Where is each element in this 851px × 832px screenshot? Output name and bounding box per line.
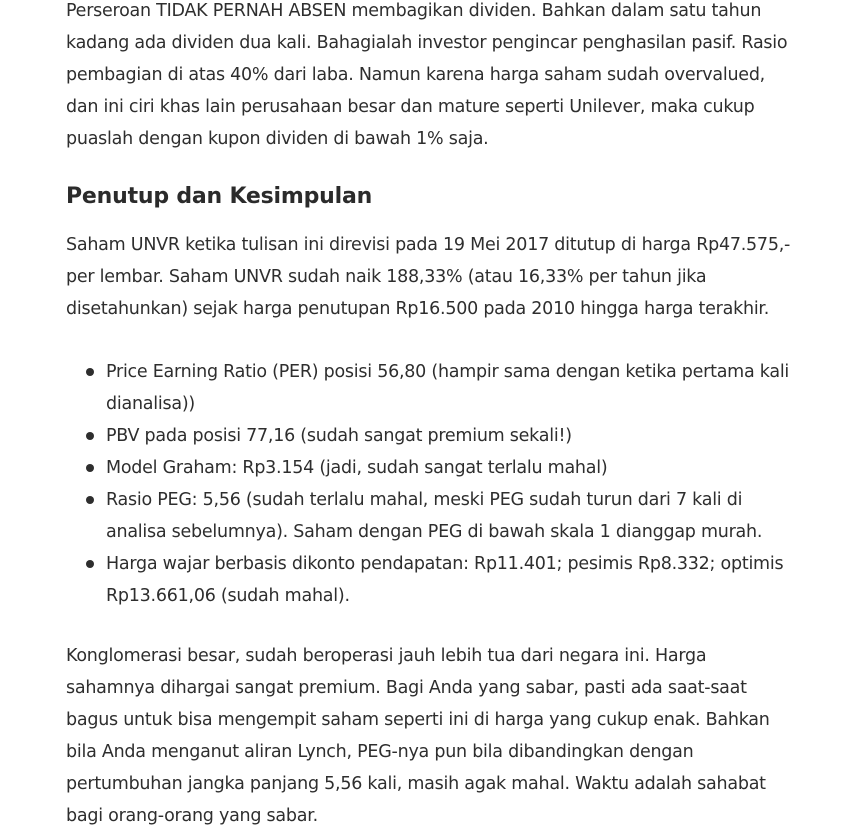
final-paragraph: Konglomerasi besar, sudah beroperasi jauh lebih tua dari negara ini. Harga sahamnya dihargai sangat premium. Bagi Anda yang sabar, pasti ada saat-saat bagus untuk bisa mengempit saham seperti ini di harga yang cukup enak. Bahkan bila Anda menganut aliran Lynch, PEG-nya pun bila dibandingkan dengan pertumbuhan jangka panjang 5,56 kali, masih agak mahal. Waktu adalah sahabat bagi orang-orang yang sabar.	[66, 646, 770, 826]
list-item	[106, 548, 791, 612]
valuation-points-list	[66, 356, 791, 612]
article-body	[66, 0, 791, 832]
section-heading: Penutup dan Kesimpulan	[66, 184, 373, 209]
list-item-text: Harga wajar berbasis dikonto pendapatan: Rp11.401; pesimis Rp8.332; optimis Rp13.661,06 (sudah mahal).	[106, 554, 784, 606]
list-item-text: Rasio PEG: 5,56 (sudah terlalu mahal, meski PEG sudah turun dari 7 kali di analisa sebelumnya). Saham dengan PEG di bawah skala 1 dianggap murah.	[106, 490, 763, 542]
bullet-icon	[86, 432, 94, 440]
list-item-text: Price Earning Ratio (PER) posisi 56,80 (hampir sama dengan ketika pertama kali dianalisa))	[106, 362, 790, 414]
bullet-icon	[86, 368, 94, 376]
bullet-icon	[86, 496, 94, 504]
bullet-icon	[86, 464, 94, 472]
closing-paragraph: Saham UNVR ketika tulisan ini direvisi pada 19 Mei 2017 ditutup di harga Rp47.575,- per lembar. Saham UNVR sudah naik 188,33% (atau 16,33% per tahun jika disetahunkan) sejak harga penutupan Rp16.500 pada 2010 hingga harga terakhir.	[66, 235, 791, 319]
list-item	[106, 420, 791, 452]
intro-paragraph: Perseroan TIDAK PERNAH ABSEN membagikan dividen. Bahkan dalam satu tahun kadang ada dividen dua kali. Bahagialah investor pengincar penghasilan pasif. Rasio pembagian di atas 40% dari laba. Namun karena harga saham sudah overvalued, dan ini ciri khas lain perusahaan besar dan mature seperti Unilever, maka cukup puaslah dengan kupon dividen di bawah 1% saja.	[66, 1, 788, 149]
list-item	[106, 484, 791, 548]
list-item	[106, 452, 791, 484]
bullet-icon	[86, 560, 94, 568]
list-item	[106, 356, 791, 420]
list-item-text: PBV pada posisi 77,16 (sudah sangat premium sekali!)	[106, 426, 572, 446]
list-item-text: Model Graham: Rp3.154 (jadi, sudah sangat terlalu mahal)	[106, 458, 608, 478]
